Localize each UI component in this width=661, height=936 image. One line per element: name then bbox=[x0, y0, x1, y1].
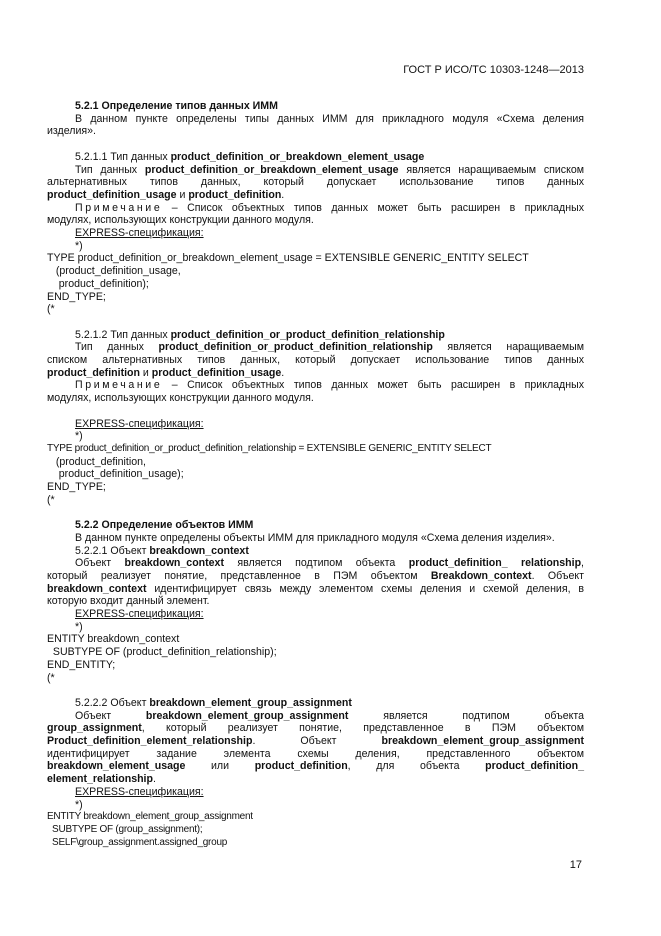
page-number: 17 bbox=[569, 859, 582, 871]
subsection-heading-5-2-2-2: 5.2.2.2 Объект breakdown_element_group_assignment bbox=[75, 696, 352, 709]
paragraph-5-2-2-2-line6: element_relationship. bbox=[47, 773, 156, 786]
paragraph-5-2-2-1-line4: которую входит данный элемент. bbox=[47, 595, 210, 608]
paragraph-5-2-1-intro-cont: изделия». bbox=[47, 125, 96, 138]
document-header: ГОСТ Р ИСО/ТС 10303-1248—2013 bbox=[403, 64, 584, 76]
subsection-heading-5-2-1-1: 5.2.1.1 Тип данных product_definition_or_breakdown_element_usage bbox=[75, 150, 425, 163]
paragraph-5-2-1-1-line2: альтернативных типов данных, который допускает использование типов данных bbox=[47, 176, 584, 189]
code-line: ENTITY breakdown_element_group_assignment bbox=[47, 811, 253, 823]
page-content bbox=[47, 100, 584, 849]
section-heading-5-2-2: 5.2.2 Определение объектов ИММ bbox=[75, 519, 254, 532]
note-5-2-1-1: Примечание – Список объектных типов данных может быть расширен в прикладных bbox=[75, 201, 584, 214]
code-line: (product_definition_usage, bbox=[47, 265, 181, 278]
code-line: SUBTYPE OF (group_assignment); bbox=[47, 824, 203, 835]
paragraph-5-2-2-2-line3: Product_definition_element_relationship. Объект breakdown_element_group_assignment bbox=[47, 735, 584, 748]
paragraph-5-2-1-2-line3: product_definition и product_definition_usage. bbox=[47, 366, 285, 379]
paragraph-5-2-1-1-line1: Тип данных product_definition_or_breakdown_element_usage является наращиваемым списком bbox=[75, 163, 584, 176]
note-5-2-1-2: Примечание – Список объектных типов данных может быть расширен в прикладных bbox=[75, 379, 584, 392]
code-line: SUBTYPE OF (product_definition_relationship); bbox=[47, 646, 277, 659]
paragraph-5-2-2-2-line5: breakdown_element_usage или product_definition, для объекта product_definition_ bbox=[47, 760, 585, 773]
code-line: END_TYPE; bbox=[47, 290, 106, 303]
note-5-2-1-1-cont: модулях, использующих конструкции данного модуля. bbox=[47, 214, 314, 227]
paragraph-5-2-1-2-line1: Тип данных product_definition_or_product_definition_relationship является наращиваемым bbox=[75, 341, 584, 354]
code-line: product_definition_usage); bbox=[47, 468, 184, 481]
paragraph-5-2-2-1-line3: breakdown_context идентифицирует связь между элементом схемы деления и схемой деления, в bbox=[47, 582, 584, 595]
code-line: TYPE product_definition_or_breakdown_element_usage = EXTENSIBLE GENERIC_ENTITY SELECT bbox=[47, 252, 529, 265]
paragraph-5-2-2-1-line2: который реализует понятие, представленное в ПЭМ объектом Breakdown_context. Объект bbox=[47, 569, 584, 582]
paragraph-5-2-2-2-line2: group_assignment, который реализует понятие, представленное в ПЭМ объектом bbox=[47, 722, 584, 735]
express-label-5-2-1-2: EXPRESS-спецификация: bbox=[75, 417, 204, 430]
code-line: SELF\group_assignment.assigned_group bbox=[47, 836, 228, 848]
express-label-5-2-2-1: EXPRESS-спецификация: bbox=[75, 608, 204, 621]
paragraph-5-2-2-1-line1: Объект breakdown_context является подтипом объекта product_definition_ relationship, bbox=[75, 557, 584, 570]
code-line: END_TYPE; bbox=[47, 481, 106, 494]
paragraph-5-2-2-2-line1: Объект breakdown_element_group_assignment является подтипом объекта bbox=[75, 709, 584, 722]
paragraph-5-2-2-intro: В данном пункте определены объекты ИММ для прикладного модуля «Схема деления изделия». bbox=[75, 531, 555, 544]
paragraph-5-2-2-2-line4: идентифицирует задание элемента схемы деления, представленного объектом bbox=[47, 747, 584, 760]
code-line: *) bbox=[75, 798, 83, 811]
note-5-2-1-2-cont: модулях, использующих конструкции данного модуля. bbox=[47, 392, 314, 405]
code-line: TYPE product_definition_or_product_definition_relationship = EXTENSIBLE GENERIC_ENTITY SELECT bbox=[47, 442, 492, 454]
code-line: (product_definition, bbox=[47, 455, 146, 468]
code-line: (* bbox=[47, 671, 55, 684]
code-line: ENTITY breakdown_context bbox=[47, 633, 180, 646]
code-line: END_ENTITY; bbox=[47, 658, 116, 671]
code-line: (* bbox=[47, 303, 55, 316]
paragraph-5-2-1-1-line3: product_definition_usage и product_definition. bbox=[47, 188, 285, 201]
code-line: product_definition); bbox=[47, 277, 149, 290]
section-heading-5-2-1: 5.2.1 Определение типов данных ИММ bbox=[75, 100, 278, 112]
code-line: (* bbox=[47, 493, 55, 506]
code-line: *) bbox=[75, 620, 83, 633]
express-label-5-2-2-2: EXPRESS-спецификация: bbox=[75, 785, 204, 798]
express-label-5-2-1-1: EXPRESS-спецификация: bbox=[75, 227, 204, 240]
paragraph-5-2-1-intro: В данном пункте определены типы данных ИММ для прикладного модуля «Схема деления bbox=[75, 112, 584, 125]
subsection-heading-5-2-2-1: 5.2.2.1 Объект breakdown_context bbox=[75, 544, 249, 557]
code-line: *) bbox=[75, 430, 83, 443]
code-line: *) bbox=[75, 239, 83, 252]
paragraph-5-2-1-2-line2: списком альтернативных типов данных, который допускает использование типов данных bbox=[47, 354, 584, 367]
subsection-heading-5-2-1-2: 5.2.1.2 Тип данных product_definition_or_product_definition_relationship bbox=[75, 328, 445, 341]
